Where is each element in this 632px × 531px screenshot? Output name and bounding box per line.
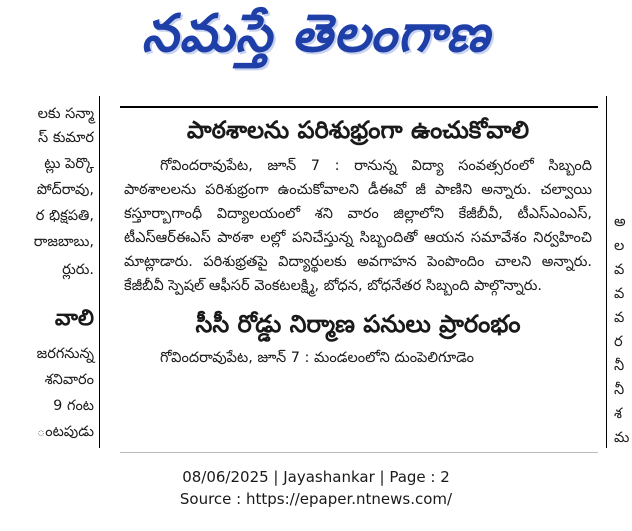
- footer: [0, 466, 632, 510]
- right-column-line: శ: [614, 406, 622, 422]
- left-column-line: ంటపుడు: [36, 424, 94, 440]
- footer-date-page: 08/06/2025 | Jayashankar | Page : 2: [182, 468, 450, 486]
- left-column-line: ర్లురు.: [62, 262, 94, 278]
- right-column-line: నీ: [614, 358, 625, 374]
- main-column: [120, 110, 596, 370]
- left-column-line: స్ కుమార: [38, 130, 94, 146]
- article-top-rule: [120, 106, 598, 108]
- article-body: గోవిందరావుపేట, జూన్ 7 : రానున్న విద్యా సంవత్సరంలో సిబ్బంది పాఠశాలలను పరిశుభ్రంగా ఉంచుకోవాలని డీఈవో జీ పాణిని అన్నారు. చల్వాయి కస్తూర్బాగాంధీ విద్యాలయంలో శని వారం జిల్లాలోని కేజీబీవీ, టీఎస్ఎంఎస్, టీఎస్ఆర్ఈఎస్ పాఠశా లల్లో పనిచేస్తున్న సిబ్బందితో ఆయన సమావేశం నిర్వహించి మాట్లాడారు. పరిశుభ్రతపై విద్యార్థులకు అవగాహన పెంపొందిం చాలని అన్నారు. కేజీబీవీ స్పెషల్ ఆఫీసర్ వెంకటలక్ష్మి, బోధన, బోధనేతర సిబ్బంది పాల్గొన్నారు.: [124, 158, 592, 294]
- right-column-line: వ: [614, 310, 625, 326]
- right-column-line: అ: [614, 214, 626, 230]
- article-headline-2: సీసీ రోడ్డు నిర్మాణ పనులు ప్రారంభం: [195, 310, 521, 338]
- article-headline: పాఠశాలను పరిశుభ్రంగా ఉంచుకోవాలి: [186, 116, 530, 144]
- right-column-line: నీ: [614, 382, 625, 398]
- right-column-line: వ: [614, 262, 625, 278]
- left-column: [0, 96, 98, 450]
- left-column-line: లకు సన్మా: [37, 106, 94, 122]
- left-column-line: పోద్‌రావు,: [36, 182, 94, 198]
- left-column-headline: వాలి: [54, 306, 94, 331]
- masthead-title: నమస్తే తెలంగాణ: [141, 3, 491, 64]
- right-column-line: ల: [614, 238, 625, 254]
- masthead: [0, 0, 632, 80]
- left-column-line: ట్లు పెర్కొ: [44, 156, 94, 172]
- right-column-line: వ: [614, 286, 625, 302]
- article-body-2: గోవిందరావుపేట, జూన్ 7 : మండలంలోని దుంపెలిగూడెం: [160, 350, 475, 366]
- right-column: [608, 96, 632, 450]
- left-column-line: ర భిక్షపతి,: [35, 208, 94, 224]
- left-column-line: 9 గంట: [53, 398, 94, 414]
- left-column-line: రాజబాబు,: [33, 234, 94, 250]
- column-rule-right: [606, 96, 607, 448]
- left-column-line: శనివారం: [44, 372, 94, 388]
- footer-source: Source : https://epaper.ntnews.com/: [179, 490, 453, 508]
- right-column-line: మ: [614, 430, 630, 446]
- right-column-line: ర: [614, 334, 623, 350]
- footer-rule: [120, 452, 598, 453]
- column-rule-left: [99, 96, 100, 448]
- left-column-line: జరగనున్న: [36, 346, 94, 362]
